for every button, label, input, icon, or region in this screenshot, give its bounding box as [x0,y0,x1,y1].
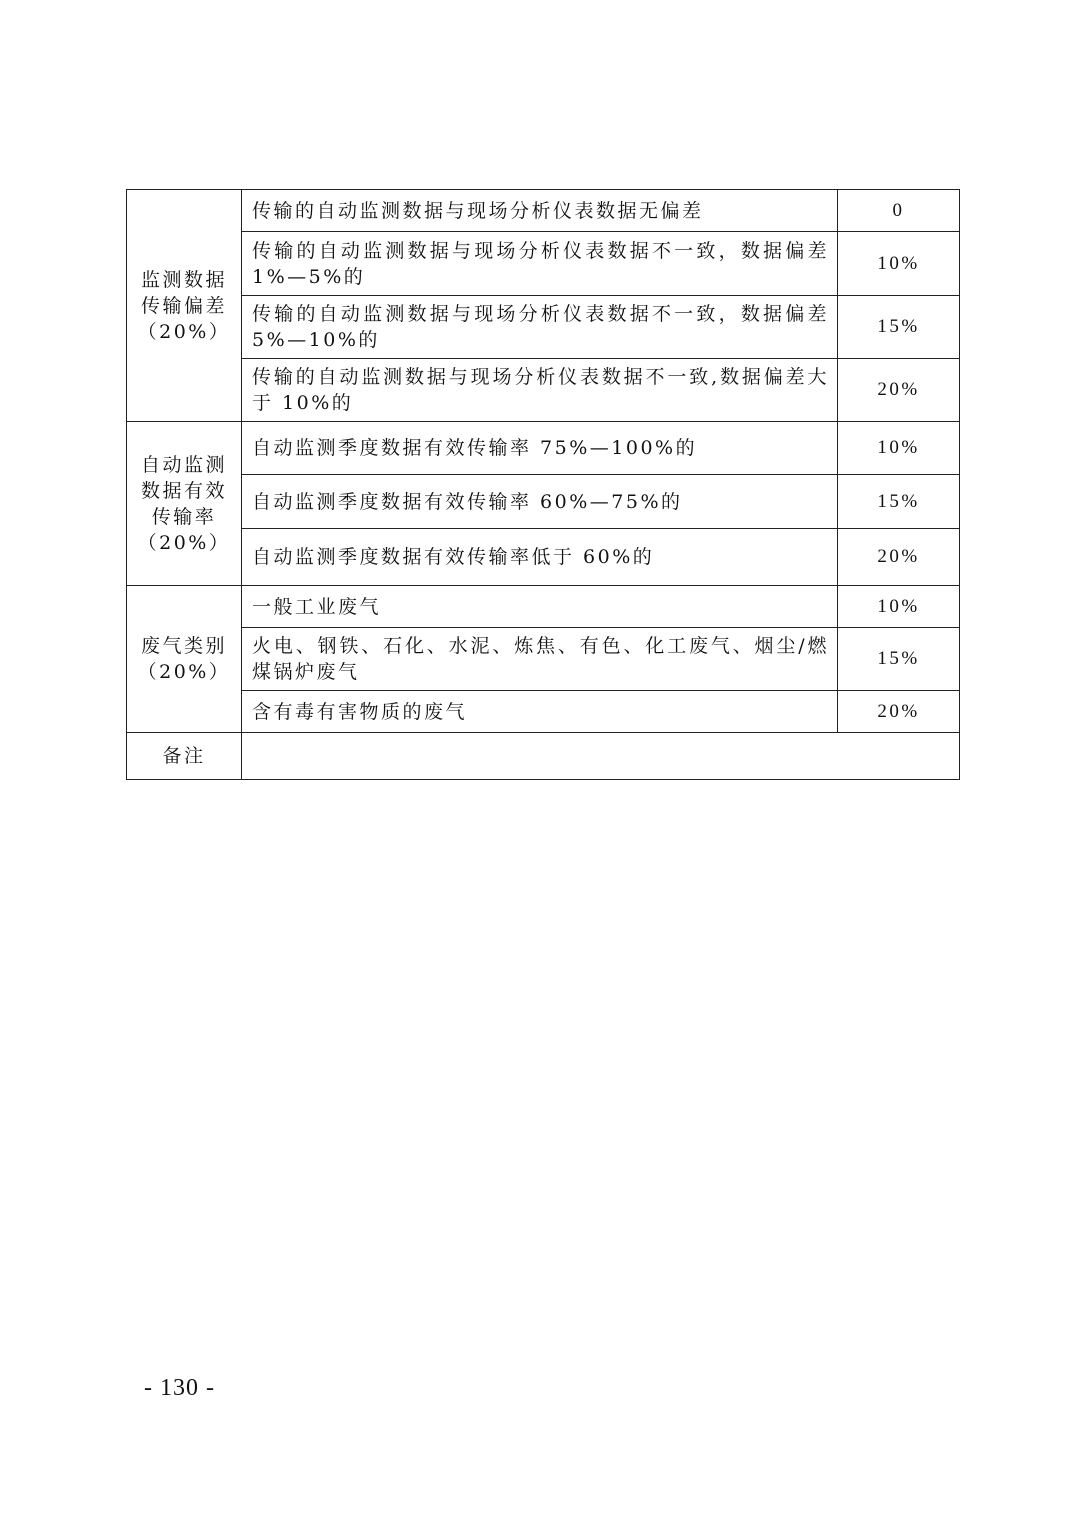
score-cell: 10% [838,422,960,475]
table-row [127,529,960,586]
score-cell: 20% [838,529,960,586]
category-line: 监测数据 [140,268,227,291]
table-row [127,628,960,691]
category-cell [127,190,242,422]
category-line: （20%） [137,320,231,343]
table-row [127,232,960,296]
score-cell: 10% [838,586,960,628]
criteria-cell: 含有毒有害物质的废气 [242,691,838,733]
page-number: - 130 - [144,1375,215,1401]
category-line: （20%） [137,531,231,554]
score-cell: 15% [838,296,960,359]
criteria-cell: 传输的自动监测数据与现场分析仪表数据不一致，数据偏差1%—5%的 [242,232,838,296]
remarks-label: 备注 [127,733,242,780]
remarks-row [127,733,960,780]
category-line: 自动监测 [140,453,227,476]
assessment-table [126,189,960,780]
category-line: 传输率 [151,505,217,528]
criteria-cell: 传输的自动监测数据与现场分析仪表数据不一致，数据偏差5%—10%的 [242,296,838,359]
score-cell: 10% [838,232,960,296]
criteria-cell: 自动监测季度数据有效传输率 75%—100%的 [242,422,838,475]
criteria-cell: 传输的自动监测数据与现场分析仪表数据不一致,数据偏差大于 10%的 [242,359,838,422]
criteria-cell: 火电、钢铁、石化、水泥、炼焦、有色、化工废气、烟尘/燃煤锅炉废气 [242,628,838,691]
category-line: 传输偏差 [140,294,227,317]
table-row [127,296,960,359]
category-cell [127,422,242,586]
criteria-cell: 自动监测季度数据有效传输率低于 60%的 [242,529,838,586]
remarks-value [242,733,960,780]
table-row [127,190,960,232]
criteria-cell: 自动监测季度数据有效传输率 60%—75%的 [242,475,838,529]
score-cell: 15% [838,475,960,529]
table-row [127,586,960,628]
category-line: 废气类别 [140,635,227,657]
score-cell: 0 [838,190,960,232]
table-row [127,422,960,475]
criteria-cell: 传输的自动监测数据与现场分析仪表数据无偏差 [242,190,838,232]
score-cell: 20% [838,359,960,422]
table-row [127,475,960,529]
criteria-cell: 一般工业废气 [242,586,838,628]
category-line: （20%） [137,661,231,683]
table-row [127,359,960,422]
category-line: 数据有效 [140,479,227,502]
score-cell: 20% [838,691,960,733]
category-cell [127,586,242,733]
score-cell: 15% [838,628,960,691]
table-row [127,691,960,733]
